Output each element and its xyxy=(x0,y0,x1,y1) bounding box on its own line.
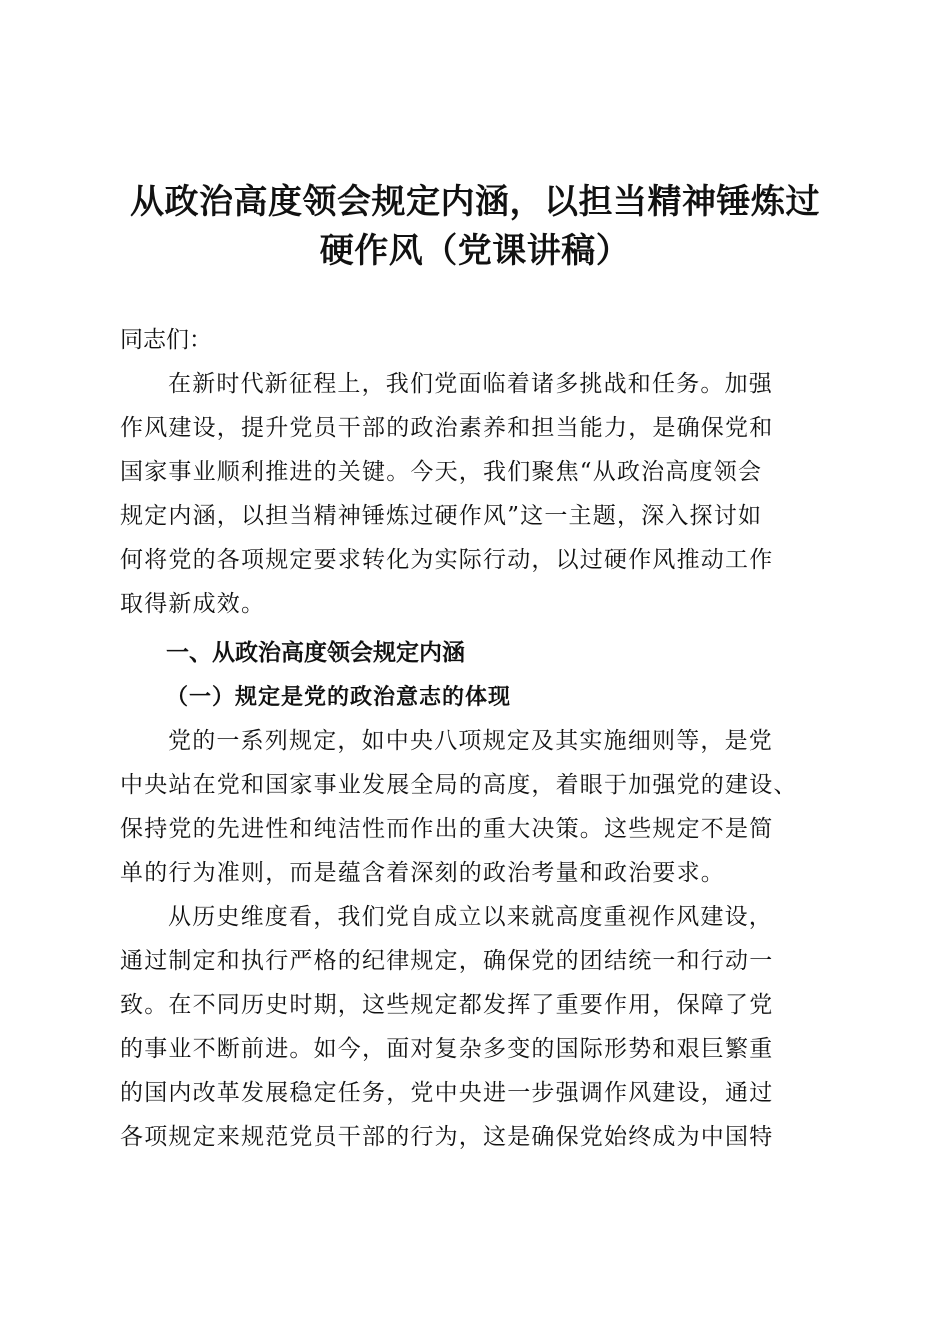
greeting xyxy=(120,318,835,362)
paragraph-line: 单的行为准则，而是蕴含着深刻的政治考量和政治要求。 xyxy=(120,860,725,886)
section-heading-text: 一、从政治高度领会规定内涵 xyxy=(166,640,465,666)
paragraph-line: 从历史维度看，我们党自成立以来就高度重视作风建设， xyxy=(168,904,773,930)
paragraph-line: 作风建设，提升党员干部的政治素养和担当能力，是确保党和 xyxy=(120,415,774,441)
paragraph-line: 何将党的各项规定要求转化为实际行动，以过硬作风推动工作 xyxy=(120,547,774,573)
paragraph-line: 规定内涵，以担当精神锤炼过硬作风”这一主题，深入探讨如 xyxy=(120,503,763,529)
paragraph-line: 的事业不断前进。如今，面对复杂多变的国际形势和艰巨繁重 xyxy=(120,1036,774,1062)
subsection-heading-text: （一）规定是党的政治意志的体现 xyxy=(166,684,512,710)
paragraph-line: 国家事业顺利推进的关键。今天，我们聚焦“从政治高度领会 xyxy=(120,459,763,485)
paragraph-history xyxy=(120,895,835,1159)
paragraph-line: 保持党的先进性和纯洁性而作出的重大决策。这些规定不是简 xyxy=(120,816,774,842)
paragraph-line: 各项规定来规范党员干部的行为，这是确保党始终成为中国特 xyxy=(120,1124,774,1150)
paragraph-line: 在新时代新征程上，我们党面临着诸多挑战和任务。加强 xyxy=(168,371,773,397)
paragraph-intro xyxy=(120,362,835,626)
paragraph-line: 致。在不同历史时期，这些规定都发挥了重要作用，保障了党 xyxy=(120,992,774,1018)
paragraph-line: 取得新成效。 xyxy=(120,591,266,617)
title-line-2: 硬作风（党课讲稿） xyxy=(319,231,631,271)
title-line-1: 从政治高度领会规定内涵，以担当精神锤炼过 xyxy=(130,182,820,222)
paragraph-regulations xyxy=(120,719,835,895)
paragraph-line: 党的一系列规定，如中央八项规定及其实施细则等，是党 xyxy=(168,728,773,754)
document-title xyxy=(100,178,850,276)
section-heading-1 xyxy=(120,631,881,675)
greeting-text: 同志们： xyxy=(120,327,212,353)
paragraph-line: 中央站在党和国家事业发展全局的高度，着眼于加强党的建设、 xyxy=(120,772,798,798)
subsection-heading-1 xyxy=(120,675,881,719)
paragraph-line: 通过制定和执行严格的纪律规定，确保党的团结统一和行动一 xyxy=(120,948,774,974)
paragraph-line: 的国内改革发展稳定任务，党中央进一步强调作风建设，通过 xyxy=(120,1080,774,1106)
